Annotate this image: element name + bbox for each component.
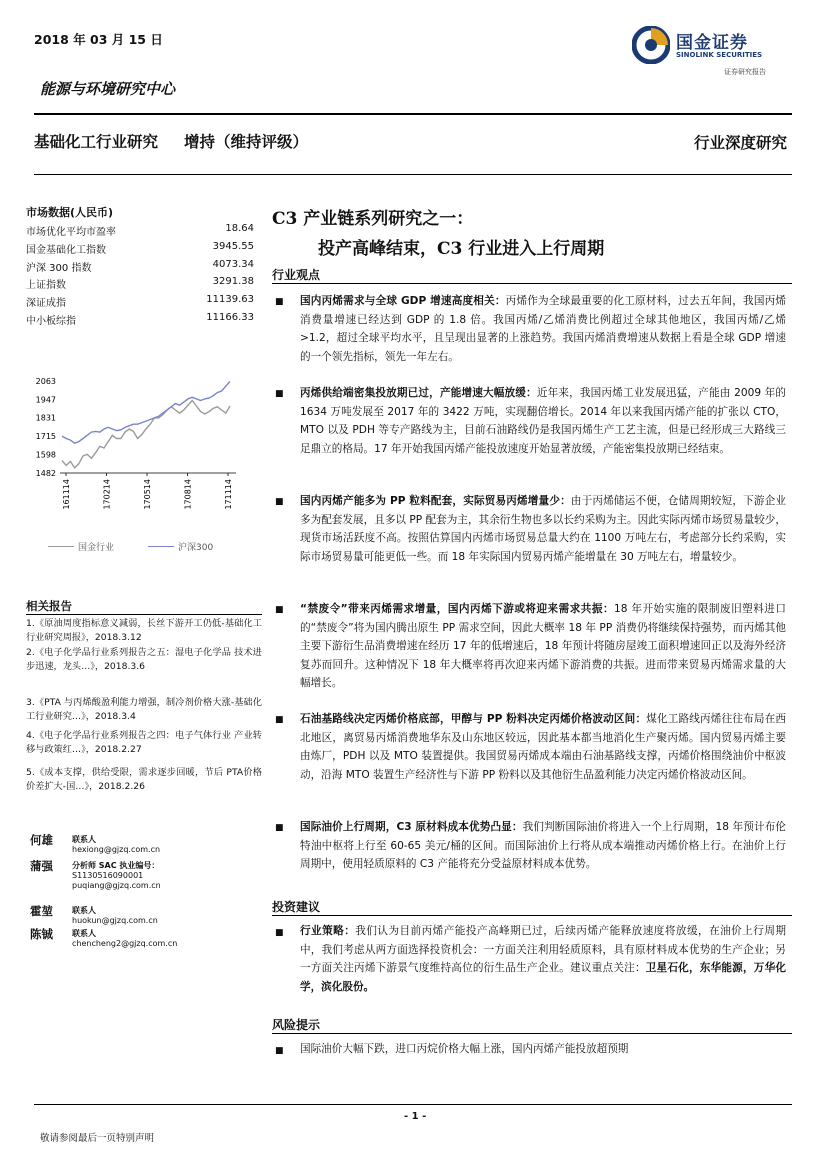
analyst-info [72,929,177,949]
bullet-icon: ■ [275,497,284,507]
bullet-icon: ■ [275,297,284,307]
series-line-industry [62,401,230,468]
viewpoint-item [300,384,786,458]
analyst-name: 霍堃 [30,904,53,918]
viewpoint-lead: 国内丙烯需求与全球 GDP 增速高度相关： [300,295,506,307]
legend-hs300: 沪深300 [178,543,214,553]
report-date: 2018 年 03 月 15 日 [34,32,163,47]
y-tick-label: 1482 [35,469,56,478]
page-number: - 1 - [404,1111,427,1122]
bullet-icon: ■ [275,823,284,833]
related-report-item: 4.《电子化学品行业系列报告之四：电子气体行业 产业转移与政策红…》，2018.2.27 [26,730,262,756]
legend-swatch-industry [48,546,74,547]
report-type: 行业深度研究 [693,133,787,152]
invest-point [300,922,786,996]
legend-industry: 国金行业 [78,543,115,553]
analyst-contact: chencheng2@gjzq.com.cn [72,939,178,948]
bullet-icon: ■ [275,389,284,399]
analyst-contact: huokun@gjzq.com.cn [72,916,158,925]
analyst-name: 陈铖 [30,927,53,941]
disclaimer-note: 敬请参阅最后一页特别声明 [40,1133,155,1144]
bullet-icon: ■ [275,928,284,938]
x-tick-label: 171114 [224,479,233,510]
market-data-label: 上证指数 [26,280,66,292]
viewpoint-text: 由于丙烯储运不便，仓储周期较短，下游企业多为配套发展，且多以 PP 配套为主，其余衍生物也多以长约采购为主。因此实际丙烯市场贸易量较少，现货市场活跃度不高。按照估算国内丙烯市场贸易总量大约在 1100 万吨左右，考虑部分长约采购，实际市场贸易量可能更低一些。而 18 年实际国内贸易丙烯产能增量在 30 万吨左右，增量较少。 [300,495,786,563]
report-title-line1: C3 产业链系列研究之一： [272,209,474,229]
analyst-info [72,861,161,891]
market-data-label: 沪深 300 指数 [26,262,92,274]
industry-label: 基础化工行业研究 [34,133,159,151]
analyst-name: 何雄 [30,833,53,847]
x-tick-label: 170514 [143,479,152,510]
section-invest-title: 投资建议 [272,900,321,914]
viewpoint-lead: 丙烯供给端密集投放期已过，产能增速大幅放缓： [300,387,537,399]
y-tick-label: 1831 [35,413,56,423]
related-reports-title: 相关报告 [26,599,72,613]
rating-label: 增持（维持评级） [184,133,309,151]
viewpoint-text: 丙烯作为全球最重要的化工原材料，过去五年间，我国丙烯消费量增速已经达到 GDP 的 1.8 倍。我国丙烯/乙烯消费比例超过全球其他地区，我国丙烯/乙烯>1.2，超过全球平均水平，且呈现出显著的上涨趋势。我国丙烯消费增速从数据上看是全球 GDP 增速的一个领先指标，领先一年左右。 [300,295,786,363]
section-invest-divider [272,915,792,916]
logo-sub-text: 证券研究报告 [724,68,766,76]
invest-point-stocks: 卫星石化，东华能源，万华化学，滨化股份。 [300,962,786,993]
market-data-value: 18.64 [225,223,254,234]
market-data-value: 4073.34 [212,258,254,270]
header-divider [34,113,792,115]
industry-rating-line [34,130,308,152]
viewpoint-item [300,710,786,784]
viewpoint-lead: 石油基路线决定丙烯价格底部，甲醇与 PP 粉料决定丙烯价格波动区间： [300,713,647,725]
market-data-value: 3291.38 [212,276,254,288]
market-data-row [26,312,254,327]
company-logo [632,26,792,82]
market-data-row [26,259,254,274]
section-risk-title: 风险提示 [272,1018,321,1032]
footer-divider [34,1104,792,1105]
analyst-role: 联系人 [72,929,96,938]
y-tick-label: 1598 [35,450,56,460]
chart-legend [48,540,213,553]
market-data-row [26,276,254,291]
market-data-value: 11139.63 [206,294,254,306]
market-data-value: 3945.55 [212,240,254,252]
analyst-contact: puqiang@gjzq.com.cn [72,881,161,890]
viewpoint-text: 煤化工路线丙烯往往布局在西北地区，离贸易丙烯消费地华东及山东地区较远，因此基本都当地消化生产聚丙烯。国内贸易丙烯主要由炼厂，PDH 以及 MTO 装置提供。我国贸易丙烯成本端由石油基路线支撑，丙烯价格围绕油价中枢波动，沿海 MTO 装置生产经济性与下游 PP 粉料以及其他衍生品盈利能力决定丙烯价格波动区间。 [300,713,786,781]
market-data-title: 市场数据(人民币) [26,206,114,219]
viewpoint-lead: 国内丙烯产能多为 PP 粒料配套，实际贸易丙烯增量少： [300,495,571,507]
analyst-role: 分析师 SAC 执业编号： [72,861,160,870]
viewpoint-item [300,818,786,874]
x-tick-label: 170814 [183,479,193,510]
bullet-icon: ■ [275,1046,284,1056]
bullet-icon: ■ [275,715,284,725]
market-data-row [26,294,254,309]
market-data-label: 市场优化平均市盈率 [26,227,116,238]
invest-point-lead: 行业策略： [300,925,356,937]
analyst-contact: hexiong@gjzq.com.cn [72,845,161,854]
viewpoint-item [300,600,786,693]
y-tick-label: 1715 [35,432,56,442]
viewpoint-text: 近年来，我国丙烯工业发展迅猛，产能由 2009 年的 1634 万吨发展至 2017 年的 3422 万吨，实现翻倍增长。2014 年以来我国丙烯产能的扩张以 CTO，MTO 以及 PDH 等专产路线为主，目前石油路线仍是我国丙烯生产工艺主流，但是已经形成三大路线三足鼎立的格局。17 年开始我国丙烯产能投放速度开始显著放缓，产能密集投放期已经结束。 [300,387,786,455]
viewpoint-lead: “禁废令”带来丙烯需求增量，国内丙烯下游或将迎来需求共振： [300,603,615,615]
related-report-item: 2.《电子化学品行业系列报告之五：湿电子化学品 技术进步迅速，龙头…》，2018.3.6 [26,647,262,673]
related-report-item: 5.《成本支撑，供给受限，需求逐步回暖，节后 PTA价格价差扩大-国…》，2018.2.26 [26,767,262,793]
risk-point: 国际油价大幅下跌，进口丙烷价格大幅上涨，国内丙烯产能投放超预期 [300,1043,629,1055]
analyst-info [72,835,160,855]
series-line-hs300 [62,382,230,444]
market-data-label: 深证成指 [26,298,66,310]
market-data-label: 中小板综指 [26,316,76,327]
sinolink-logo-icon [632,26,670,64]
invest-point-text: 我们认为目前丙烯产能投产高峰期已过，后续丙烯产能释放速度将放缓，在油价上行周期中，我们考虑从两方面选择投资机会：一方面关注利用轻质原料，具有原材料成本优势的生产企业；另一方面关注丙烯下游景气度维持高位的衍生品生产企业。建议重点关注： [300,925,786,974]
logo-cn-text: 国金证券 [676,33,748,53]
viewpoint-lead: 国际油价上行周期，C3 原材料成本优势凸显： [300,821,523,833]
related-divider [26,614,262,615]
viewpoint-text: 18 年开始实施的限制废旧塑料进口的“禁废令”将为国内腾出原生 PP 需求空间，因此大概率 18 年 PP 消费仍将继续保持强势，而丙烯其他主要下游衍生品消费增速在经历 17 年的低增速后，18 年预计将随房屋竣工面积增速回正以及海外经济复苏而回升。这种情况下 18 年大概率将再次迎来丙烯下游消费的共振。进而带来贸易丙烯需求量的大幅增长。 [300,603,786,689]
analyst-contact: S1130516090001 [72,871,144,880]
title-divider [34,174,792,175]
bullet-icon: ■ [275,605,284,615]
report-title-line2: 投产高峰结束，C3 行业进入上行周期 [318,239,605,259]
related-report-item: 3.《PTA 与丙烯酸盈利能力增强，制冷剂价格大涨-基础化工行业研究…》，2018.3.4 [26,697,262,723]
y-tick-label: 2063 [35,377,56,386]
x-tick-label: 170214 [102,479,112,510]
section-view-divider [272,283,792,284]
viewpoint-item [300,492,786,566]
analyst-role: 联系人 [72,906,96,915]
research-center: 能源与环境研究中心 [40,80,176,98]
index-line-chart [22,365,244,565]
section-risk-divider [272,1033,792,1034]
section-view-title: 行业观点 [272,268,321,282]
analyst-role: 联系人 [72,835,96,844]
viewpoint-text: 我们判断国际油价将进入一个上行周期，18 年预计布伦特油中枢将上行至 60-65 美元/桶的区间。而国际油价上行将从成本端推动丙烯价格上行。在油价上行周期中，使用轻质原料的 C3 产能将充分受益原材料成本优势。 [300,821,786,870]
market-data-label: 国金基础化工指数 [26,244,106,256]
market-data-row [26,223,254,238]
logo-en-text: SINOLINK SECURITIES [676,51,763,59]
legend-swatch-hs300 [148,546,174,547]
market-data-row [26,241,254,256]
analyst-info [72,906,158,926]
y-tick-label: 1947 [35,395,56,405]
analyst-name: 蒲强 [30,859,53,873]
market-data-value: 11166.33 [206,312,254,323]
viewpoint-item [300,292,786,366]
x-tick-label: 161114 [62,479,71,510]
related-report-item: 1.《原油周度指标意义减弱，长丝下游开工仍低-基础化工行业研究周报》，2018.3.12 [26,618,262,644]
